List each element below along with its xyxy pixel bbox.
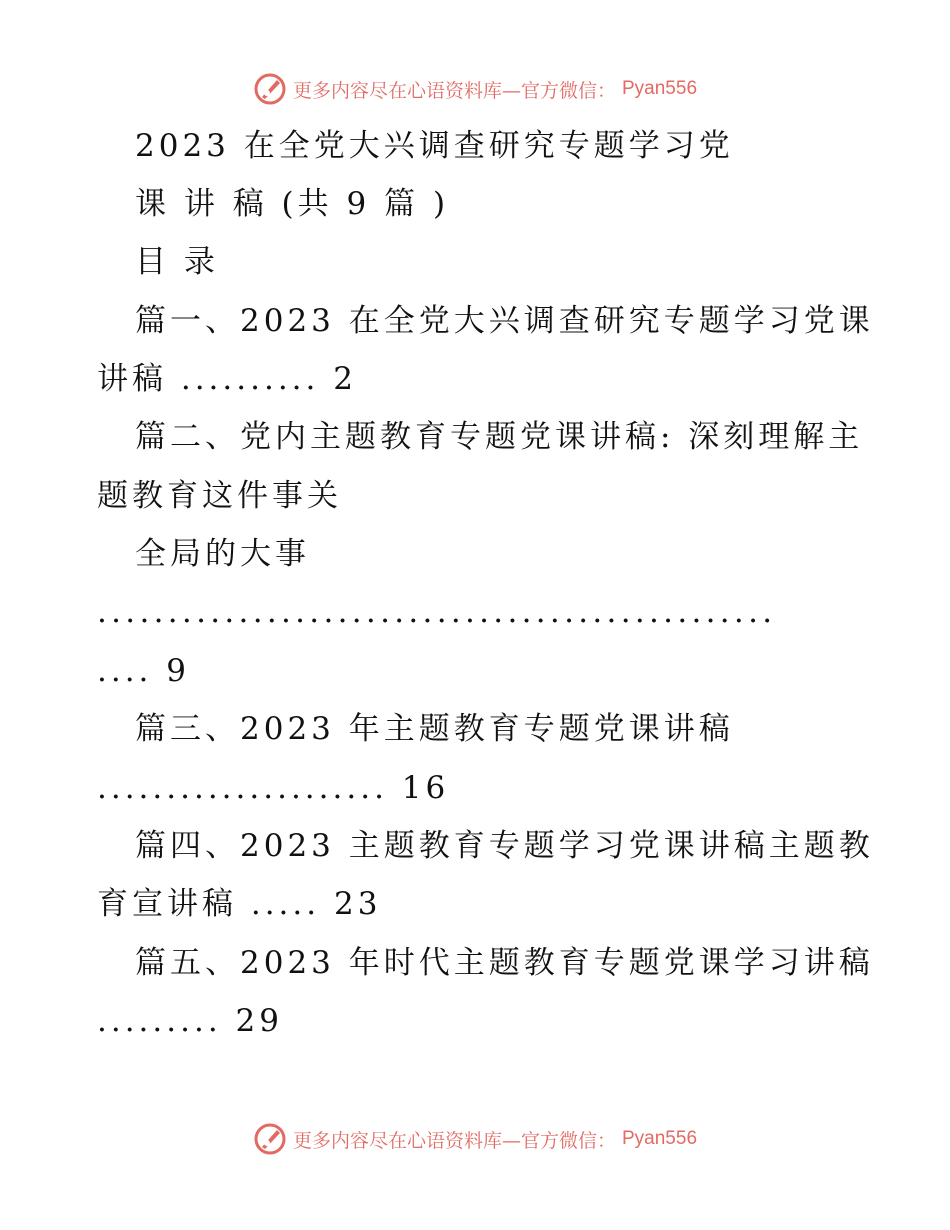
quill-logo-icon [253,72,287,106]
document-title-line-2: 课 讲 稿 (共 9 篇 ) [135,186,450,222]
toc-entry-3-title: 篇三、2023 年主题教育专题党课讲稿 [135,711,734,747]
watermark-text: 更多内容尽在心语资料库—官方微信： [292,1129,616,1152]
toc-entry-1-title: 篇一、2023 在全党大兴调查研究专题学习党课 [135,303,874,339]
toc-entry-2-page: .... 9 [97,653,190,689]
toc-entry-5-page: ......... 29 [97,1003,283,1039]
toc-entry-2-title: 篇二、党内主题教育专题党课讲稿: 深刻理解主 [135,419,864,455]
toc-entry-3-page: ..................... 16 [97,770,450,806]
quill-logo-icon [253,1122,287,1156]
watermark-wechat-id: Pyan556 [622,1128,698,1149]
document-title-line-1: 2023 在全党大兴调查研究专题学习党 [135,128,734,164]
toc-entry-2-leader: ................................................ [97,594,777,630]
toc-entry-2-title-cont: 题教育这件事关 [97,478,342,514]
watermark-text: 更多内容尽在心语资料库—官方微信： [292,79,616,102]
watermark-wechat-id: Pyan556 [622,78,698,99]
toc-entry-1-page: 讲稿 .......... 2 [97,361,357,397]
toc-entry-4-page: 育宣讲稿 ..... 23 [97,886,382,922]
toc-entry-2-title-cont-2: 全局的大事 [135,536,310,572]
footer-watermark [0,1122,950,1156]
header-watermark [0,72,950,106]
toc-entry-5-title: 篇五、2023 年时代主题教育专题党课学习讲稿 [135,945,874,981]
toc-entry-4-title: 篇四、2023 主题教育专题学习党课讲稿主题教 [135,828,874,864]
toc-heading: 目 录 [135,244,219,280]
